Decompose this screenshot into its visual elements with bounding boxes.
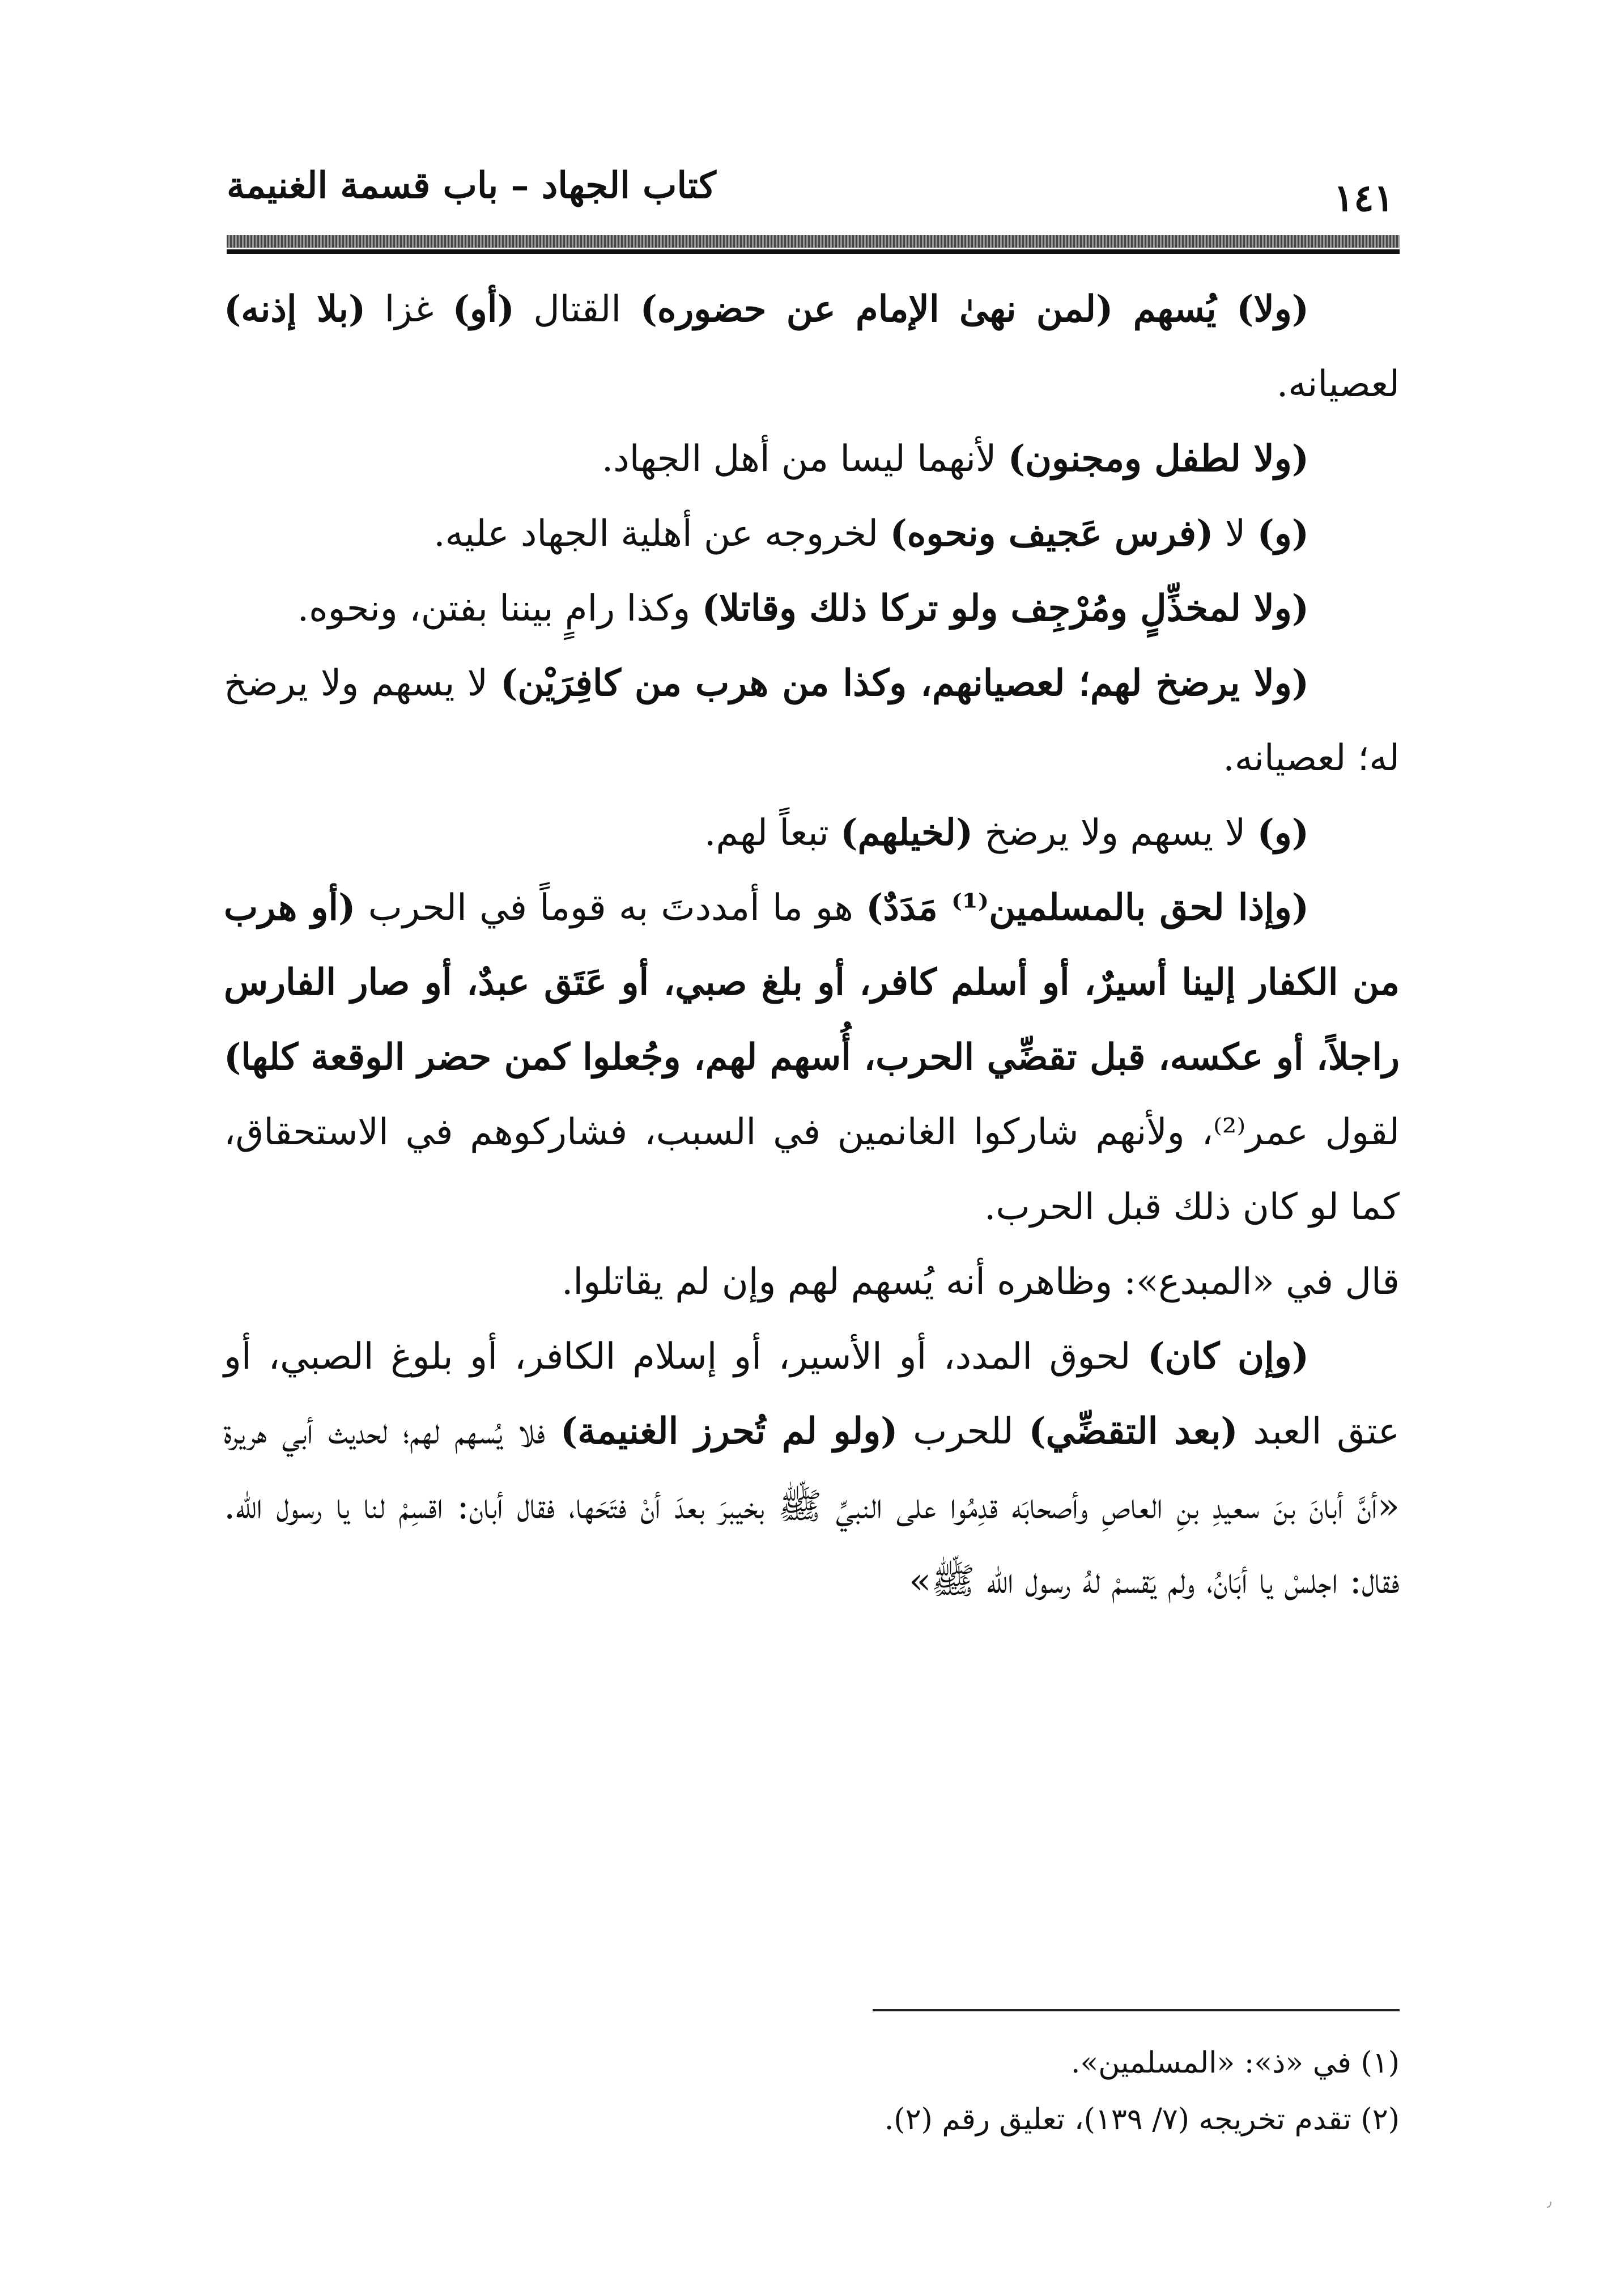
matn-text: (ولا لطفل ومجنون)	[1007, 438, 1309, 480]
paragraph	[224, 646, 1400, 796]
matn-text: (أو)	[452, 288, 515, 330]
sharh-text: لا يسهم ولا يرضخ	[973, 812, 1257, 854]
footnote-2: (٢) تقدم تخريجه (٧/ ١٣٩)، تعليق رقم (٢).	[884, 2103, 1400, 2137]
footnotes	[510, 2035, 1400, 2148]
matn-text: (ولا) يُسهم	[1113, 288, 1309, 330]
paragraph	[224, 571, 1400, 646]
sharh-text: للحرب	[898, 1411, 1029, 1453]
matn-text: (ولو لم تُحرز الغنيمة)	[560, 1410, 898, 1453]
sharh-text: قال في «المبدع»: وظاهره أنه يُسهم لهم وإن لم يقاتلوا.	[562, 1261, 1400, 1303]
paragraph	[224, 496, 1400, 571]
paragraph	[224, 796, 1400, 871]
matn-text: (وإن كان)	[1147, 1335, 1310, 1378]
sharh-text: لحوق المدد، أو الأسير، أو إسلام الكافر، أو بلوغ الصبي، أو عتق العبد	[224, 1336, 1400, 1453]
header-rule	[227, 235, 1400, 248]
matn-text: (ولا لمخذِّلٍ ومُرْجِف ولو تركا ذلك وقاتلا)	[702, 587, 1309, 630]
running-head	[227, 153, 1400, 244]
sharh-text: هو ما أمددتَ به قوماً في الحرب	[355, 887, 866, 929]
paragraph	[224, 272, 1400, 422]
sharh-text: لا يسهم ولا يرضخ له؛ لعصيانه.	[224, 663, 1400, 779]
matn-text: (أو هرب من الكفار إلينا أسيرٌ، أو أسلم كافر، أو بلغ صبي، أو عَتَق عبدٌ، أو صار الفارس راجلاً، أو عكسه، قبل تقضِّي الحرب، أُسهم لهم، وجُعلوا كمن حضر الوقعة كلها)	[224, 886, 1400, 1078]
main-text	[224, 272, 1400, 1619]
sharh-text: لأنهما ليسا من أهل الجهاد.	[601, 438, 1008, 480]
sharh-text: تبعاً لهم.	[704, 812, 841, 854]
footnote-separator	[873, 2009, 1400, 2011]
paragraph	[224, 1319, 1400, 1619]
page-number: ١٤١	[1333, 176, 1394, 220]
matn-text: (بعد التقضِّي)	[1028, 1410, 1238, 1453]
matn-text: (و)	[1257, 512, 1309, 555]
matn-text: (لمن نهىٰ الإمام عن حضوره)	[640, 288, 1113, 330]
sharh-text: فلا يُسهم لهم؛ لحديث أبي هريرة «أنَّ أبانَ بنَ سعيدِ بنِ العاصِ وأصحابَه قدِمُوا على النبيِّ ﷺ بخيبرَ بعدَ أنْ فتَحَها، فقال أبان: اقسِمْ لنا يا رسول الله. فقال: اجلسْ يا أبَانُ، ولم يَقسمْ لهُ رسول الله ﷺ»	[224, 1411, 1400, 1602]
matn-text: (ولا يرضخ لهم؛ لعصيانهم، وكذا من هرب من كافِرَيْن)	[500, 662, 1309, 704]
sharh-text: غزا	[365, 288, 453, 330]
paragraph	[224, 871, 1400, 1245]
matn-text: (فرس عَجيف ونحوه)	[890, 512, 1214, 555]
matn-text: (بلا إذنه)	[224, 288, 366, 330]
matn-text: (لخيلهم)	[840, 812, 973, 854]
footnote-1: (١) في «ذ»: «المسلمين».	[1070, 2046, 1400, 2080]
paragraph	[224, 1245, 1400, 1319]
sharh-text: وكذا رامٍ بيننا بفتن، ونحوه.	[297, 588, 702, 630]
matn-text: (وإذا لحق بالمسلمين⁽¹⁾ مَدَدٌ)	[866, 886, 1310, 929]
sharh-text: لخروجه عن أهلية الجهاد عليه.	[433, 513, 890, 555]
matn-text: (و)	[1257, 812, 1309, 854]
sharh-text: لقول عمر⁽²⁾، ولأنهم شاركوا الغانمين في السبب، فشاركوهم في الاستحقاق، كما لو كان ذلك قبل الحرب.	[224, 1111, 1400, 1228]
paragraph	[224, 422, 1400, 496]
sharh-text: لا	[1213, 513, 1257, 555]
sharh-text: القتال	[514, 288, 640, 330]
scan-mark: ٫	[1547, 2193, 1552, 2210]
header-rule-bold	[227, 249, 1400, 254]
chapter-title: كتاب الجهاد – باب قسمة الغنيمة	[227, 164, 716, 207]
sharh-text: لعصيانه.	[1276, 363, 1400, 405]
